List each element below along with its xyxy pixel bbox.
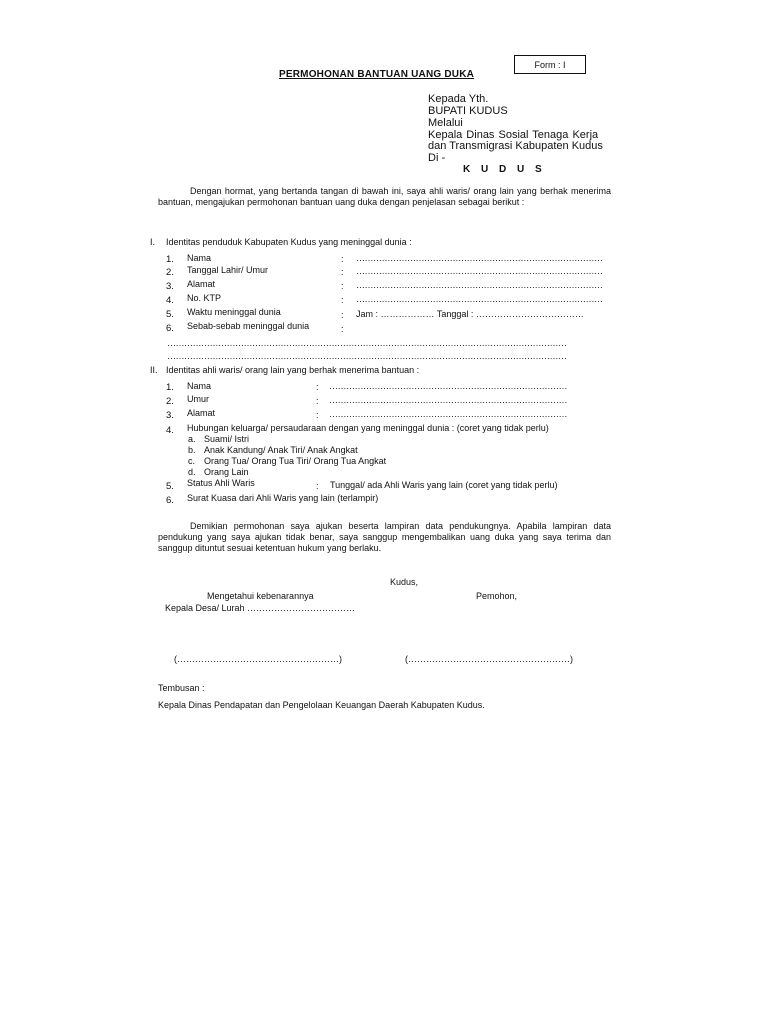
item-number: 4. <box>166 425 174 436</box>
witness-title: Mengetahui kebenarannya <box>207 591 314 601</box>
field-blank: …………………………………………………………………………… <box>356 253 603 263</box>
addressee-line: dan Transmigrasi Kabupaten Kudus <box>428 140 603 152</box>
form-number-box: Form : I <box>514 55 586 74</box>
field-blank: …………………………………………………………………………… <box>356 280 603 290</box>
option-text: Anak Kandung/ Anak Tiri/ Anak Angkat <box>204 445 358 455</box>
item-number: 6. <box>166 323 174 334</box>
field-label: Alamat <box>187 279 216 289</box>
addressee-line: Kepada Yth. <box>428 93 489 105</box>
field-colon: : <box>341 254 344 264</box>
addressee-line: BUPATI KUDUS <box>428 105 508 117</box>
addressee-city: K U D U S <box>463 164 546 175</box>
field-value: Tunggal/ ada Ahli Waris yang lain (coret yang tidak perlu) <box>330 480 558 490</box>
addressee-line: Kepala Dinas Sosial Tenaga Kerja <box>428 129 599 141</box>
section-numeral: I. <box>150 237 156 247</box>
item-number: 1. <box>166 382 174 393</box>
item-number: 5. <box>166 481 174 492</box>
field-colon: : <box>316 382 319 392</box>
field-label: Tanggal Lahir/ Umur <box>187 265 269 275</box>
item-number: 2. <box>166 396 174 407</box>
field-blank: …………………………………………………………………………… <box>356 266 603 276</box>
option-text: Suami/ Istri <box>204 434 250 444</box>
option-letter: b. <box>188 445 196 455</box>
field-blank: ………………………………………………………………………… <box>329 409 567 419</box>
option-letter: a. <box>188 434 196 444</box>
field-label: Sebab-sebab meninggal dunia <box>187 321 310 331</box>
applicant-title: Pemohon, <box>476 591 518 601</box>
field-label: Status Ahli Waris <box>187 478 255 488</box>
item-number: 6. <box>166 495 174 506</box>
item-number: 3. <box>166 410 174 421</box>
field-blank: ………………………………………………………………………… <box>329 381 567 391</box>
field-blank: …………………………………………………………………………… <box>356 294 603 304</box>
item-number: 2. <box>166 267 174 278</box>
applicant-name-blank: (………………………………………………) <box>405 654 573 664</box>
field-colon: : <box>341 281 344 291</box>
section-heading: Identitas ahli waris/ orang lain yang berhak menerima bantuan : <box>166 365 420 375</box>
fill-line: …………………………………………………………………………………………………………………………… <box>167 338 567 348</box>
cc-recipient: Kepala Dinas Pendapatan dan Pengelolaan Keuangan Daerah Kabupaten Kudus. <box>158 700 485 710</box>
cc-label: Tembusan : <box>158 683 205 693</box>
field-label: Waktu meninggal dunia <box>187 307 281 317</box>
field-colon: : <box>341 310 344 320</box>
field-colon: : <box>316 410 319 420</box>
section-numeral: II. <box>150 365 158 375</box>
document-title: PERMOHONAN BANTUAN UANG DUKA <box>279 69 475 80</box>
field-label: Umur <box>187 394 209 404</box>
field-blank: ………………………………………………………………………… <box>329 395 567 405</box>
witness-name-blank: (………………………………………………) <box>174 654 342 664</box>
field-colon: : <box>341 295 344 305</box>
field-label: Surat Kuasa dari Ahli Waris yang lain (terlampir) <box>187 493 379 503</box>
field-blank: Jam : ……………… Tanggal : ……………………………… <box>356 309 584 319</box>
item-number: 1. <box>166 254 174 265</box>
option-text: Orang Tua/ Orang Tua Tiri/ Orang Tua Angkat <box>204 456 387 466</box>
addressee-line: Melalui <box>428 117 463 129</box>
item-number: 5. <box>166 309 174 320</box>
field-colon: : <box>341 324 344 334</box>
option-text: Orang Lain <box>204 467 249 477</box>
field-label: Hubungan keluarga/ persaudaraan dengan yang meninggal dunia : (coret yang tidak perlu) <box>187 423 549 433</box>
option-letter: d. <box>188 467 196 477</box>
field-colon: : <box>316 396 319 406</box>
section-heading: Identitas penduduk Kabupaten Kudus yang meninggal dunia : <box>166 237 412 247</box>
field-label: Alamat <box>187 408 216 418</box>
closing-paragraph: Demikian permohonan saya ajukan beserta lampiran data pendukungnya. Apabila lampiran data pendukung yang saya ajukan tidak benar, saya sanggup mengembalikan uang duka yang saya terima dan sanggup dituntut sesuai ketentuan hukum yang berlaku. <box>158 521 611 553</box>
signature-place: Kudus, <box>390 577 419 587</box>
field-label: Nama <box>187 381 212 391</box>
field-colon: : <box>316 481 319 491</box>
option-letter: c. <box>188 456 196 466</box>
intro-paragraph: Dengan hormat, yang bertanda tangan di bawah ini, saya ahli waris/ orang lain yang berhak menerima bantuan, mengajukan permohonan bantuan uang duka dengan penjelasan sebagai berikut : <box>158 186 611 207</box>
item-number: 4. <box>166 295 174 306</box>
field-colon: : <box>341 267 344 277</box>
fill-line: …………………………………………………………………………………………………………………………… <box>167 351 567 361</box>
item-number: 3. <box>166 281 174 292</box>
field-label: Nama <box>187 253 212 263</box>
witness-role: Kepala Desa/ Lurah ……………………………… <box>165 603 356 613</box>
field-label: No. KTP <box>187 293 222 303</box>
addressee-line: Di - <box>428 152 446 164</box>
